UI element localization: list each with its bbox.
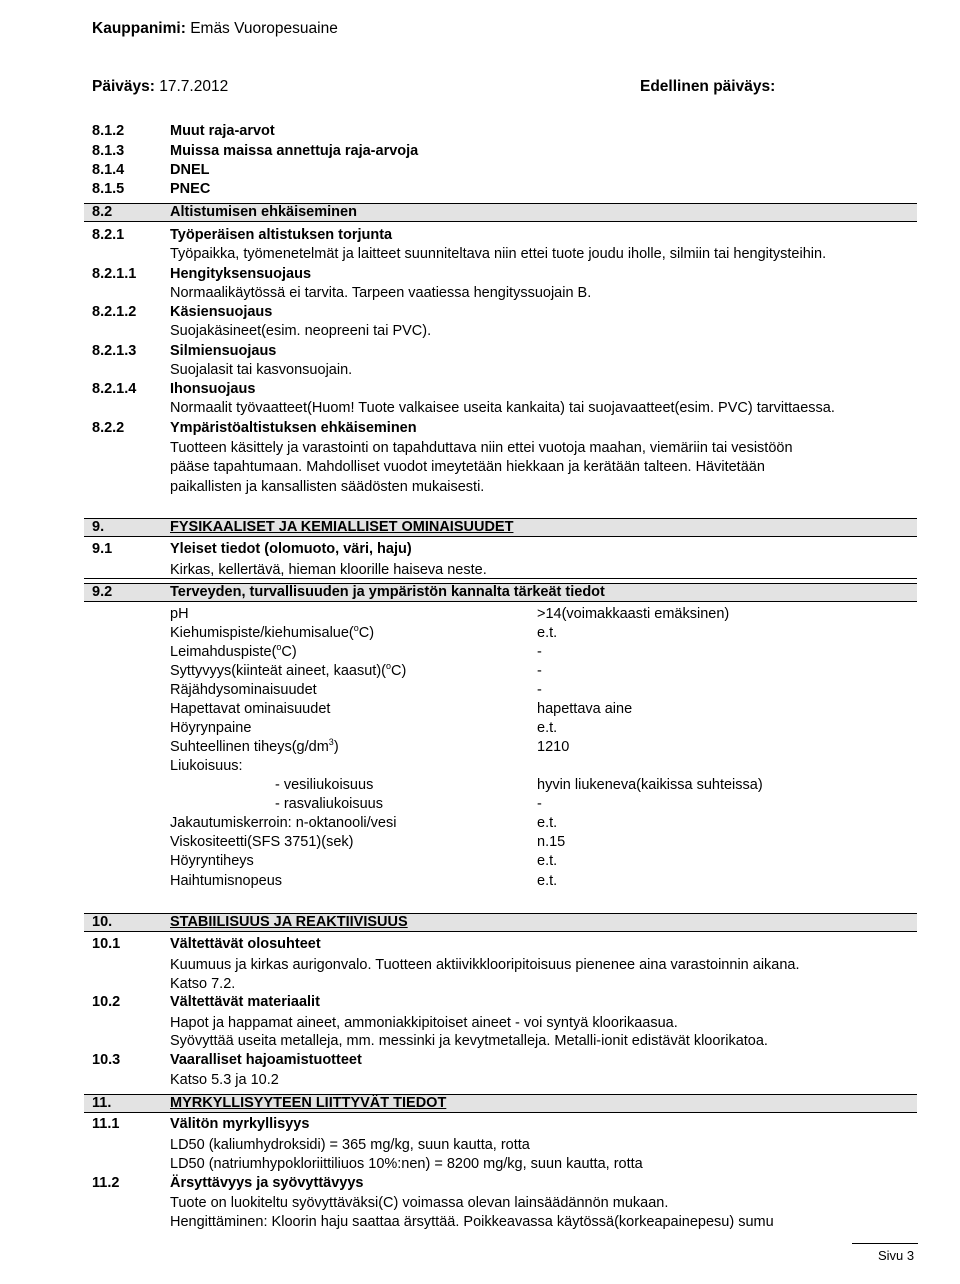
section-title: Yleiset tiedot (olomuoto, väri, haju) bbox=[170, 541, 412, 557]
body-text: Katso 5.3 ja 10.2 bbox=[170, 1072, 279, 1088]
section-title: Vältettävät materiaalit bbox=[170, 994, 320, 1010]
section-number: 9.1 bbox=[92, 541, 113, 557]
body-text: Syövyttää useita metalleja, mm. messinki ja kevytmetalleja. Metalli-ionit edistävät kloorikatoa. bbox=[170, 1033, 768, 1049]
body-text: Suojakäsineet(esim. neopreeni tai PVC). bbox=[170, 323, 432, 339]
body-text: Suojalasit tai kasvonsuojain. bbox=[170, 362, 353, 378]
section-number: 9.2 bbox=[92, 584, 113, 600]
section-number: 8.2.1.4 bbox=[92, 381, 137, 397]
section-heading: STABIILISUUS JA REAKTIIVISUUS bbox=[170, 914, 408, 930]
property-label: Syttyvyys(kiinteät aineet, kaasut)($^o$C) bbox=[170, 661, 407, 679]
section-title: Muissa maissa annettuja raja-arvoja bbox=[170, 143, 419, 159]
company-name: Emäs Vuoropesuaine bbox=[190, 20, 338, 37]
section-title: Käsiensuojaus bbox=[170, 304, 273, 320]
body-text: LD50 (kaliumhydroksidi) = 365 mg/kg, suun kautta, rotta bbox=[170, 1137, 530, 1153]
date-value: 17.7.2012 bbox=[159, 78, 229, 95]
section-number: 10. bbox=[92, 914, 113, 930]
property-value: hyvin liukeneva(kaikissa suhteissa) bbox=[537, 777, 763, 793]
body-text: Kuumuus ja kirkas aurigonvalo. Tuotteen aktiivikklooripitoisuus pienenee aina varastoinnin aikana. bbox=[170, 957, 800, 973]
page-number: Sivu 3 bbox=[878, 1248, 915, 1263]
property-label: Haihtumisnopeus bbox=[170, 873, 283, 889]
section-heading: FYSIKAALISET JA KEMIALLISET OMINAISUUDET bbox=[170, 519, 514, 535]
section-title: Ympäristöaltistuksen ehkäiseminen bbox=[170, 420, 417, 436]
property-label: Hapettavat ominaisuudet bbox=[170, 701, 331, 717]
body-text: Katso 7.2. bbox=[170, 976, 236, 992]
section-number: 8.2 bbox=[92, 204, 113, 220]
property-value: e.t. bbox=[537, 720, 558, 736]
company-label: Kauppanimi: Emäs Vuoropesuaine bbox=[92, 20, 338, 37]
body-text: Tuote on luokiteltu syövyttäväksi(C) voimassa olevan lainsäädännön mukaan. bbox=[170, 1195, 669, 1211]
section-number: 8.1.5 bbox=[92, 181, 125, 197]
section-title: Terveyden, turvallisuuden ja ympäristön kannalta tärkeät tiedot bbox=[170, 584, 605, 600]
property-label: pH bbox=[170, 606, 189, 622]
property-value: - bbox=[537, 796, 542, 812]
previous-date-label: Edellinen päiväys: bbox=[640, 78, 776, 95]
section-number: 8.2.2 bbox=[92, 420, 125, 436]
section-title: DNEL bbox=[170, 162, 210, 178]
section-title: Vältettävät olosuhteet bbox=[170, 936, 321, 952]
property-label: Leimahduspiste($^o$C) bbox=[170, 642, 297, 660]
body-text: Tuotteen käsittely ja varastointi on tapahduttava niin ettei vuotoja maahan, viemäriin tai vesistöön bbox=[170, 440, 793, 456]
body-text: Kirkas, kellertävä, hieman kloorille haiseva neste. bbox=[170, 562, 487, 578]
property-label: Jakautumiskerroin: n-oktanooli/vesi bbox=[170, 815, 397, 831]
property-label: Höyrynpaine bbox=[170, 720, 252, 736]
section-title: Hengityksensuojaus bbox=[170, 266, 312, 282]
property-value: e.t. bbox=[537, 625, 558, 641]
property-label: Kiehumispiste/kiehumisalue($^o$C) bbox=[170, 623, 375, 641]
divider bbox=[84, 578, 917, 579]
property-value: - bbox=[537, 644, 542, 660]
section-number: 8.1.3 bbox=[92, 143, 125, 159]
section-title: Välitön myrkyllisyys bbox=[170, 1116, 310, 1132]
section-number: 11. bbox=[92, 1095, 112, 1111]
section-number: 9. bbox=[92, 519, 105, 535]
section-number: 8.1.2 bbox=[92, 123, 125, 139]
section-number: 8.2.1.3 bbox=[92, 343, 137, 359]
property-label: Räjähdysominaisuudet bbox=[170, 682, 317, 698]
section-title: PNEC bbox=[170, 181, 211, 197]
body-text: Normaalikäytössä ei tarvita. Tarpeen vaatiessa hengityssuojain B. bbox=[170, 285, 592, 301]
property-label: - rasvaliukoisuus bbox=[275, 796, 383, 812]
section-number: 10.3 bbox=[92, 1052, 121, 1068]
section-title: Ärsyttävyys ja syövyttävyys bbox=[170, 1175, 364, 1191]
body-text: Normaalit työvaatteet(Huom! Tuote valkaisee useita kankaita) tai suojavaatteet(esim. PVC) tarvittaessa. bbox=[170, 400, 835, 416]
property-value: 1210 bbox=[537, 739, 570, 755]
property-value: e.t. bbox=[537, 873, 558, 889]
body-text: Työpaikka, työmenetelmät ja laitteet suunniteltava niin ettei tuote joudu iholle, silmiin tai hengitysteihin. bbox=[170, 246, 827, 262]
body-text: Hengittäminen: Kloorin haju saattaa ärsyttää. Poikkeavassa käytössä(korkeapainepesu) sumu bbox=[170, 1214, 774, 1230]
body-text: paikallisten ja kansallisten säädösten mukaisesti. bbox=[170, 479, 485, 495]
footer-divider bbox=[852, 1243, 918, 1244]
section-number: 10.2 bbox=[92, 994, 121, 1010]
section-number: 8.2.1 bbox=[92, 227, 125, 243]
section-number: 10.1 bbox=[92, 936, 121, 952]
property-label: Viskositeetti(SFS 3751)(sek) bbox=[170, 834, 354, 850]
property-value: - bbox=[537, 682, 542, 698]
property-value: e.t. bbox=[537, 853, 558, 869]
section-title: Silmiensuojaus bbox=[170, 343, 277, 359]
section-number: 11.1 bbox=[92, 1116, 120, 1132]
property-value: >14(voimakkaasti emäksinen) bbox=[537, 606, 730, 622]
section-title: Työperäisen altistuksen torjunta bbox=[170, 227, 393, 243]
property-label: Höyryntiheys bbox=[170, 853, 254, 869]
section-title: Vaaralliset hajoamistuotteet bbox=[170, 1052, 362, 1068]
section-title: Altistumisen ehkäiseminen bbox=[170, 204, 357, 220]
property-value: n.15 bbox=[537, 834, 566, 850]
property-label: Suhteellinen $tiheys(g/dm^3)$ bbox=[170, 737, 339, 755]
property-label: - vesiliukoisuus bbox=[275, 777, 374, 793]
section-number: 8.2.1.2 bbox=[92, 304, 137, 320]
section-number: 8.2.1.1 bbox=[92, 266, 137, 282]
section-title: Muut raja-arvot bbox=[170, 123, 275, 139]
body-text: LD50 (natriumhypokloriittiliuos 10%:nen) = 8200 mg/kg, suun kautta, rotta bbox=[170, 1156, 643, 1172]
section-number: 8.1.4 bbox=[92, 162, 125, 178]
body-text: Hapot ja happamat aineet, ammoniakkipitoiset aineet - voi syntyä kloorikaasua. bbox=[170, 1015, 678, 1031]
body-text: pääse tapahtumaan. Mahdolliset vuodot imeytetään hiekkaan ja kerätään talteen. Hävitetään bbox=[170, 459, 765, 475]
section-number: 11.2 bbox=[92, 1175, 120, 1191]
date-label: Päiväys: 17.7.2012 bbox=[92, 78, 229, 95]
property-value: e.t. bbox=[537, 815, 558, 831]
section-title: Ihonsuojaus bbox=[170, 381, 256, 397]
property-label: Liukoisuus: bbox=[170, 758, 243, 774]
property-value: - bbox=[537, 663, 542, 679]
property-value: hapettava aine bbox=[537, 701, 633, 717]
section-heading: MYRKYLLISYYTEEN LIITTYVÄT TIEDOT bbox=[170, 1095, 447, 1111]
